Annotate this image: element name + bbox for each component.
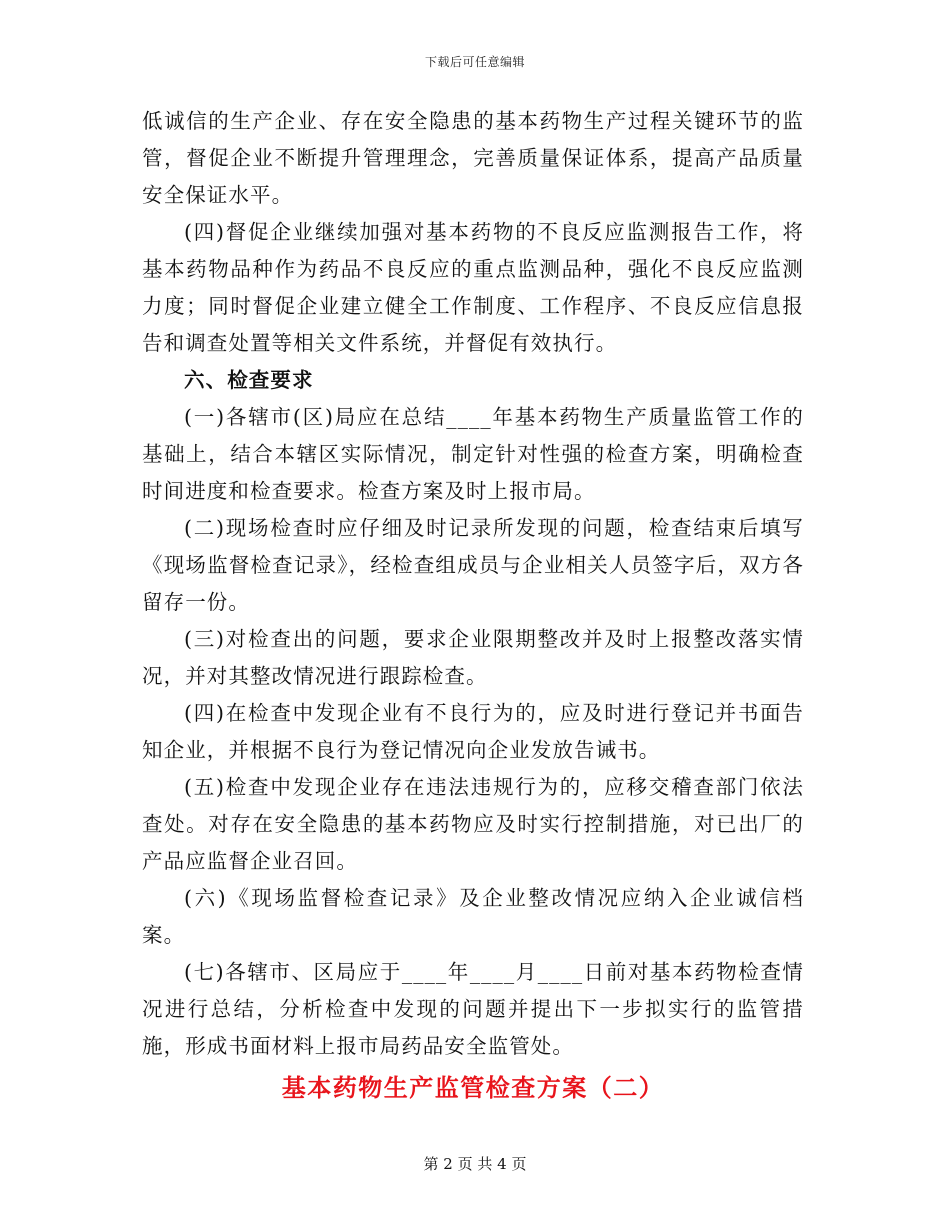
requirement-item-4: (四)在检查中发现企业有不良行为的，应及时进行登记并书面告知企业，并根据不良行为登记情况向企业发放告诫书。 (142, 701, 804, 762)
paragraph-continued: 低诚信的生产企业、存在安全隐患的基本药物生产过程关键环节的监管，督促企业不断提升管理理念，完善质量保证体系，提高产品质量安全保证水平。 (142, 109, 804, 207)
requirement-item-2: (二)现场检查时应仔细及时记录所发现的问题，检查结束后填写《现场监督检查记录》，经检查组成员与企业相关人员签字后，双方各留存一份。 (142, 516, 804, 614)
document-body (142, 103, 804, 1108)
requirement-item-5: (五)检查中发现企业存在违法违规行为的，应移交稽查部门依法查处。对存在安全隐患的基本药物应及时实行控制措施，对已出厂的产品应监督企业召回。 (142, 775, 804, 873)
page-number: 第 2 页 共 4 页 (423, 1155, 527, 1173)
requirement-item-1: (一)各辖市(区)局应在总结____年基本药物生产质量监管工作的基础上，结合本辖区实际情况，制定针对性强的检查方案，明确检查时间进度和检查要求。检查方案及时上报市局。 (142, 405, 804, 503)
paragraph-item-4: (四)督促企业继续加强对基本药物的不良反应监测报告工作，将基本药物品种作为药品不良反应的重点监测品种，强化不良反应监测力度；同时督促企业建立健全工作制度、工作程序、不良反应信息报告和调查处置等相关文件系统，并督促有效执行。 (142, 220, 804, 355)
section-heading: 六、检查要求 (184, 368, 314, 392)
requirement-item-7: (七)各辖市、区局应于____年____月____日前对基本药物检查情况进行总结，分析检查中发现的问题并提出下一步拟实行的监管措施，形成书面材料上报市局药品安全监管处。 (142, 960, 804, 1058)
next-document-title: 基本药物生产监管检查方案（二） (281, 1074, 665, 1102)
requirement-item-3: (三)对检查出的问题，要求企业限期整改并及时上报整改落实情况，并对其整改情况进行跟踪检查。 (142, 627, 804, 688)
page-header-note: 下载后可任意编辑 (424, 55, 525, 69)
requirement-item-6: (六)《现场监督检查记录》及企业整改情况应纳入企业诚信档案。 (142, 886, 804, 947)
